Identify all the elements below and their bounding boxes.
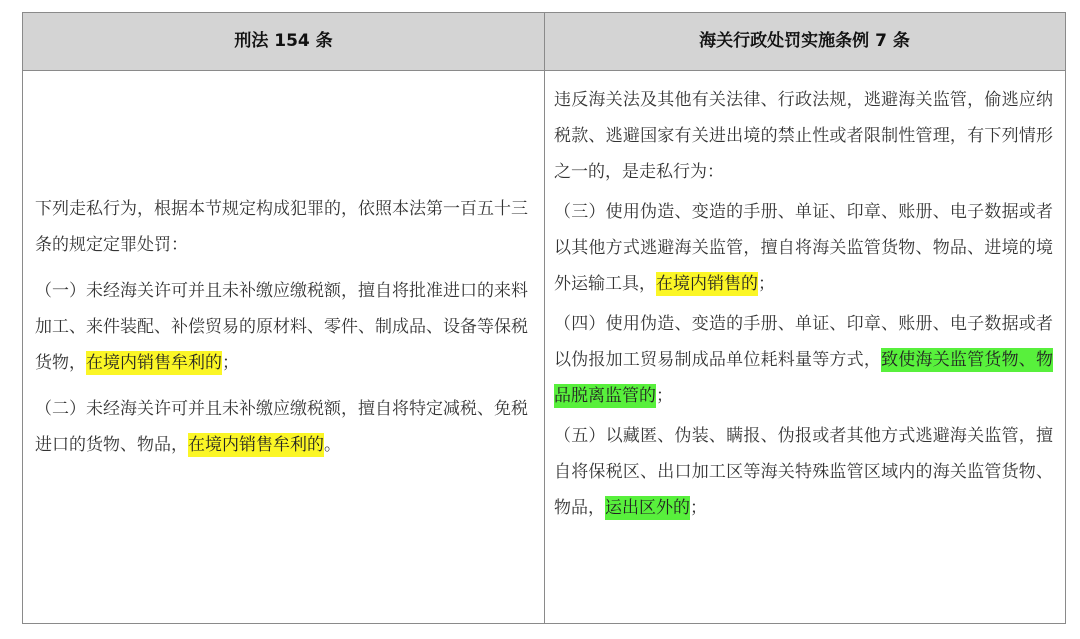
right-item-3 xyxy=(554,194,1053,302)
left-item-1-end: ； xyxy=(222,353,239,373)
right-item-3-text: （三）使用伪造、变造的手册、单证、印章、账册、电子数据或者以其他方式逃避海关监管，擅自将海关监管货物、物品、进境的境外运输工具， xyxy=(554,202,1053,294)
right-item-4-end: ； xyxy=(656,386,673,406)
right-item-4-text: （四）使用伪造、变造的手册、单证、印章、账册、电子数据或者以伪报加工贸易制成品单位耗料量等方式， xyxy=(554,314,1053,370)
header-right: 海关行政处罚实施条例 7 条 xyxy=(699,31,910,51)
right-item-5-highlight: 运出区外的 xyxy=(605,498,690,518)
right-item-4-highlight: 致使海关监管货物、物品脱离监管的 xyxy=(554,350,1054,406)
left-item-2-end: 。 xyxy=(324,435,341,455)
header-left: 刑法 154 条 xyxy=(234,31,333,51)
right-item-3-highlight: 在境内销售的 xyxy=(656,274,758,294)
left-item-2 xyxy=(35,391,528,463)
right-item-5-text: （五）以藏匿、伪装、瞒报、伪报或者其他方式逃避海关监管，擅自将保税区、出口加工区等海关特殊监管区域内的海关监管货物、物品， xyxy=(554,426,1053,518)
left-column xyxy=(23,71,544,463)
right-item-3-end: ； xyxy=(758,274,775,294)
left-item-2-highlight: 在境内销售牟利的 xyxy=(188,435,324,455)
left-item-1 xyxy=(35,273,528,381)
left-item-2-text: （二）未经海关许可并且未补缴应缴税额，擅自将特定减税、免税进口的货物、物品， xyxy=(35,399,528,455)
left-item-1-text: （一）未经海关许可并且未补缴应缴税额，擅自将批准进口的来料加工、来件装配、补偿贸易的原材料、零件、制成品、设备等保税货物， xyxy=(35,281,528,373)
right-item-5 xyxy=(554,418,1053,526)
right-column xyxy=(545,71,1065,526)
right-item-4 xyxy=(554,306,1053,414)
right-intro: 违反海关法及其他有关法律、行政法规，逃避海关监管，偷逃应纳税款、逃避国家有关进出境的禁止性或者限制性管理，有下列情形之一的，是走私行为： xyxy=(554,90,1053,182)
left-intro: 下列走私行为，根据本节规定构成犯罪的，依照本法第一百五十三条的规定定罪处罚： xyxy=(35,199,528,255)
left-item-1-highlight: 在境内销售牟利的 xyxy=(86,353,222,373)
right-item-5-end: ； xyxy=(690,498,707,518)
comparison-table xyxy=(22,12,1066,624)
